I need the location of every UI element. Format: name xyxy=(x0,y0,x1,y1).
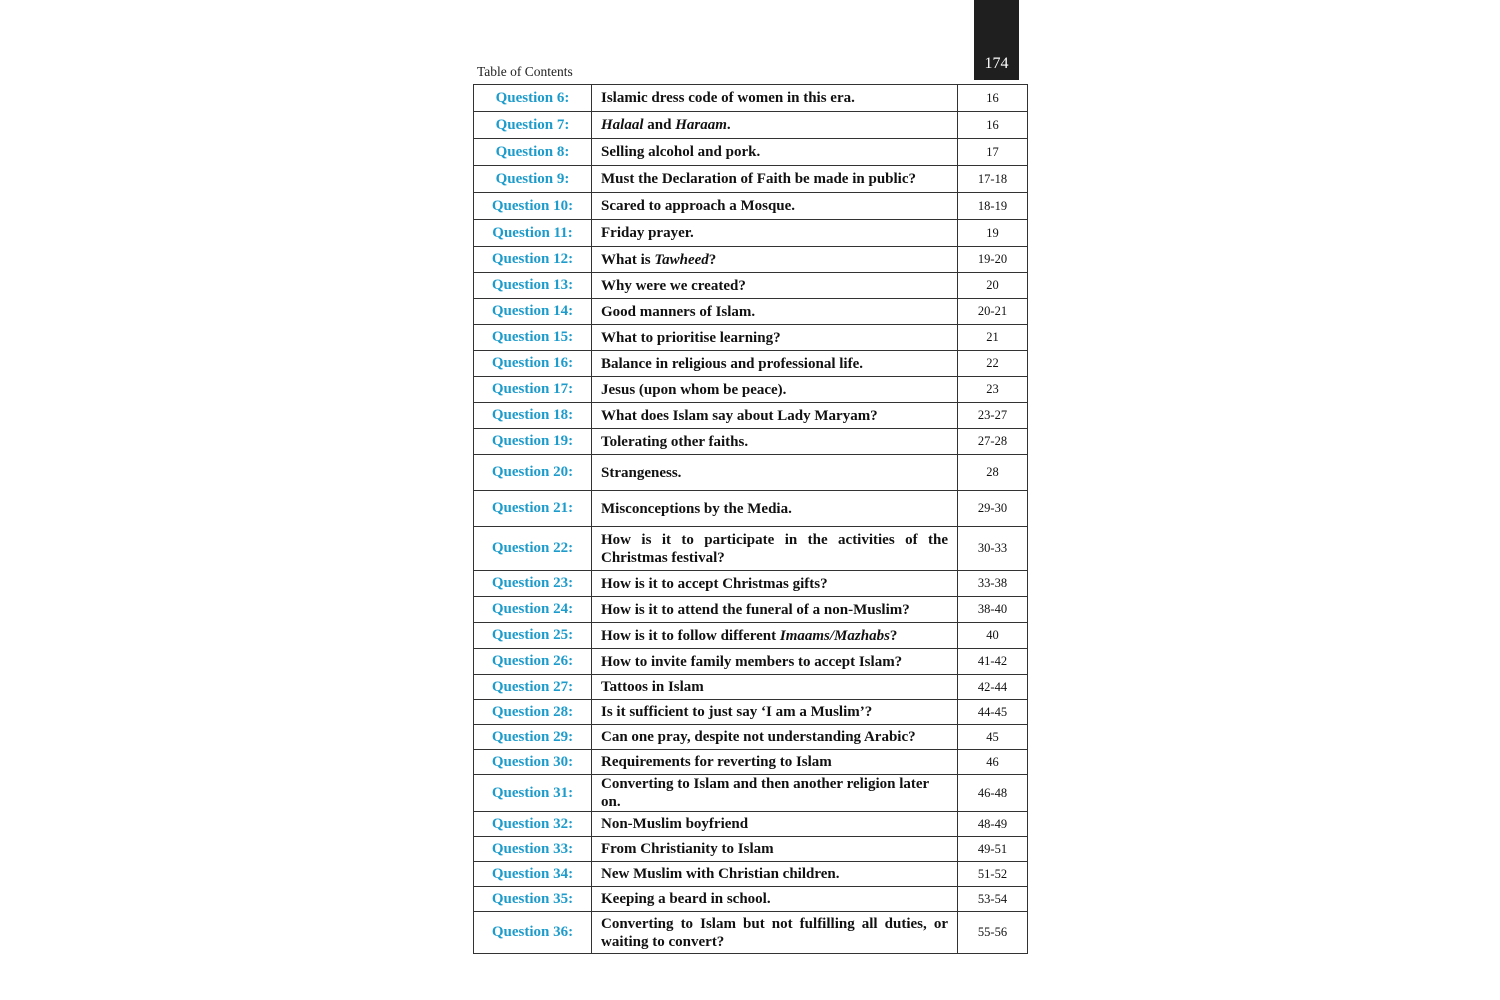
table-row xyxy=(474,139,1028,166)
question-number: Question 9: xyxy=(474,166,592,193)
page-range: 20-21 xyxy=(958,299,1028,325)
page-range: 16 xyxy=(958,112,1028,139)
table-row xyxy=(474,220,1028,247)
page-range: 17-18 xyxy=(958,166,1028,193)
table-row xyxy=(474,491,1028,527)
question-title: Jesus (upon whom be peace). xyxy=(592,377,958,403)
table-of-contents xyxy=(473,84,1028,954)
page-number-tab xyxy=(974,0,1019,80)
table-row xyxy=(474,112,1028,139)
question-title: How is it to accept Christmas gifts? xyxy=(592,571,958,597)
page-range: 40 xyxy=(958,623,1028,649)
table-row xyxy=(474,273,1028,299)
question-number: Question 21: xyxy=(474,491,592,527)
title-italic-term: Halaal xyxy=(601,117,644,133)
question-title: From Christianity to Islam xyxy=(592,837,958,862)
page-range: 29-30 xyxy=(958,491,1028,527)
page-range: 16 xyxy=(958,85,1028,112)
question-title: Must the Declaration of Faith be made in public? xyxy=(592,166,958,193)
table-row xyxy=(474,812,1028,837)
question-number: Question 26: xyxy=(474,649,592,675)
question-title: How to invite family members to accept Islam? xyxy=(592,649,958,675)
question-title: Tolerating other faiths. xyxy=(592,429,958,455)
question-title: What to prioritise learning? xyxy=(592,325,958,351)
page-range: 19-20 xyxy=(958,247,1028,273)
question-title: Why were we created? xyxy=(592,273,958,299)
page-range: 51-52 xyxy=(958,862,1028,887)
question-number: Question 35: xyxy=(474,887,592,912)
question-number: Question 8: xyxy=(474,139,592,166)
page-range: 53-54 xyxy=(958,887,1028,912)
page-range: 48-49 xyxy=(958,812,1028,837)
page-range: 23 xyxy=(958,377,1028,403)
table-row xyxy=(474,351,1028,377)
title-text: ? xyxy=(889,627,898,644)
table-row xyxy=(474,725,1028,750)
question-title: How is it to attend the funeral of a non-Muslim? xyxy=(592,597,958,623)
question-title: Balance in religious and professional life. xyxy=(592,351,958,377)
question-number: Question 13: xyxy=(474,273,592,299)
table-row xyxy=(474,299,1028,325)
table-row xyxy=(474,193,1028,220)
page-range: 44-45 xyxy=(958,700,1028,725)
table-row xyxy=(474,377,1028,403)
page-range: 49-51 xyxy=(958,837,1028,862)
title-text: ? xyxy=(708,251,717,268)
page-range: 19 xyxy=(958,220,1028,247)
page-number: 174 xyxy=(984,55,1009,72)
question-number: Question 30: xyxy=(474,750,592,775)
page-range: 17 xyxy=(958,139,1028,166)
question-title xyxy=(592,112,958,139)
question-number: Question 10: xyxy=(474,193,592,220)
table-row xyxy=(474,775,1028,812)
page-range: 38-40 xyxy=(958,597,1028,623)
question-number: Question 27: xyxy=(474,675,592,700)
table-row xyxy=(474,912,1028,954)
table-row xyxy=(474,571,1028,597)
question-title: Misconceptions by the Media. xyxy=(592,491,958,527)
question-title: Is it sufficient to just say ‘I am a Muslim’? xyxy=(592,700,958,725)
table-row xyxy=(474,700,1028,725)
table-row xyxy=(474,247,1028,273)
question-title: Keeping a beard in school. xyxy=(592,887,958,912)
page-range: 18-19 xyxy=(958,193,1028,220)
table-row xyxy=(474,429,1028,455)
question-title xyxy=(592,623,958,649)
table-row xyxy=(474,862,1028,887)
question-title: Islamic dress code of women in this era. xyxy=(592,85,958,112)
page-range: 42-44 xyxy=(958,675,1028,700)
question-number: Question 15: xyxy=(474,325,592,351)
table-row xyxy=(474,675,1028,700)
question-title: What does Islam say about Lady Maryam? xyxy=(592,403,958,429)
table-row xyxy=(474,455,1028,491)
page-range: 33-38 xyxy=(958,571,1028,597)
question-title: Selling alcohol and pork. xyxy=(592,139,958,166)
page-range: 20 xyxy=(958,273,1028,299)
question-number: Question 18: xyxy=(474,403,592,429)
question-title: Tattoos in Islam xyxy=(592,675,958,700)
question-number: Question 28: xyxy=(474,700,592,725)
question-title: How is it to participate in the activities of the Christmas festival? xyxy=(592,527,958,571)
question-number: Question 14: xyxy=(474,299,592,325)
table-row xyxy=(474,887,1028,912)
question-number: Question 31: xyxy=(474,775,592,812)
table-row xyxy=(474,527,1028,571)
page-range: 41-42 xyxy=(958,649,1028,675)
question-number: Question 33: xyxy=(474,837,592,862)
table-row xyxy=(474,649,1028,675)
page-range: 28 xyxy=(958,455,1028,491)
table-row xyxy=(474,623,1028,649)
running-head: Table of Contents xyxy=(477,64,573,79)
page-range: 45 xyxy=(958,725,1028,750)
table-row xyxy=(474,750,1028,775)
page-range: 55-56 xyxy=(958,912,1028,954)
question-title: Friday prayer. xyxy=(592,220,958,247)
question-number: Question 11: xyxy=(474,220,592,247)
question-number: Question 7: xyxy=(474,112,592,139)
page-range: 46-48 xyxy=(958,775,1028,812)
table-row xyxy=(474,325,1028,351)
table-row xyxy=(474,403,1028,429)
question-number: Question 19: xyxy=(474,429,592,455)
page-range: 22 xyxy=(958,351,1028,377)
question-number: Question 23: xyxy=(474,571,592,597)
question-number: Question 6: xyxy=(474,85,592,112)
question-number: Question 36: xyxy=(474,912,592,954)
question-title: Scared to approach a Mosque. xyxy=(592,193,958,220)
question-number: Question 32: xyxy=(474,812,592,837)
page-range: 21 xyxy=(958,325,1028,351)
toc-body xyxy=(474,85,1028,954)
question-number: Question 25: xyxy=(474,623,592,649)
question-title: Requirements for reverting to Islam xyxy=(592,750,958,775)
table-row xyxy=(474,85,1028,112)
title-text: What is xyxy=(601,251,655,268)
question-title: New Muslim with Christian children. xyxy=(592,862,958,887)
question-title: Converting to Islam and then another religion later on. xyxy=(592,775,958,812)
page-range: 23-27 xyxy=(958,403,1028,429)
question-number: Question 29: xyxy=(474,725,592,750)
table-row xyxy=(474,837,1028,862)
title-italic-term: Imaams/Mazhabs xyxy=(779,627,890,644)
question-title: Non-Muslim boyfriend xyxy=(592,812,958,837)
page-range: 30-33 xyxy=(958,527,1028,571)
question-number: Question 16: xyxy=(474,351,592,377)
page-range: 27-28 xyxy=(958,429,1028,455)
question-number: Question 34: xyxy=(474,862,592,887)
title-text: How is it to follow different xyxy=(601,627,780,644)
title-italic-term: Haraam xyxy=(675,117,727,133)
question-number: Question 22: xyxy=(474,527,592,571)
question-number: Question 20: xyxy=(474,455,592,491)
question-title xyxy=(592,247,958,273)
table-row xyxy=(474,597,1028,623)
question-number: Question 24: xyxy=(474,597,592,623)
title-text: . xyxy=(726,117,731,133)
question-title: Good manners of Islam. xyxy=(592,299,958,325)
table-row xyxy=(474,166,1028,193)
title-text: and xyxy=(643,117,676,133)
page-range: 46 xyxy=(958,750,1028,775)
question-title: Strangeness. xyxy=(592,455,958,491)
question-number: Question 17: xyxy=(474,377,592,403)
question-title: Converting to Islam but not fulfilling all duties, or waiting to convert? xyxy=(592,912,958,954)
question-title: Can one pray, despite not understanding Arabic? xyxy=(592,725,958,750)
question-number: Question 12: xyxy=(474,247,592,273)
title-italic-term: Tawheed xyxy=(654,251,709,268)
